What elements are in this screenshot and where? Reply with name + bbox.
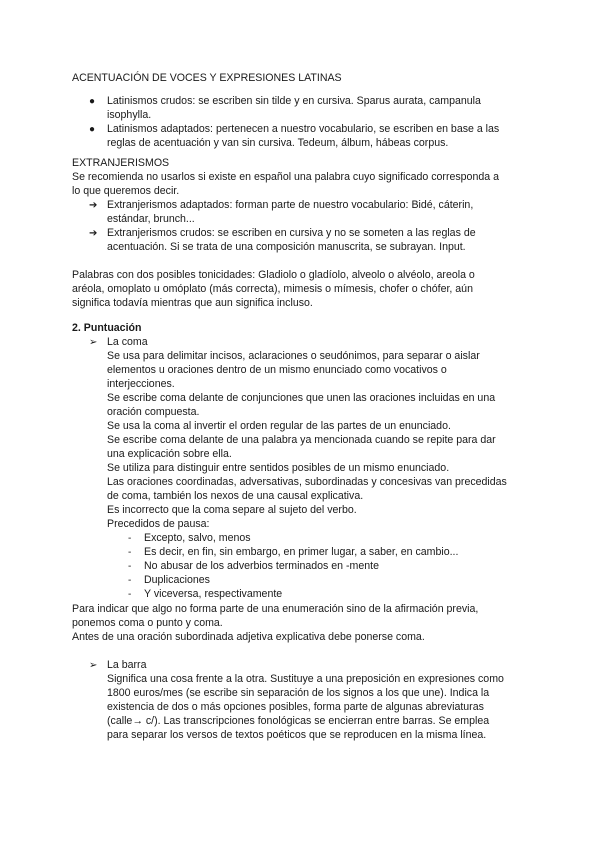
dash-icon: -	[128, 547, 132, 558]
paragraph-line: significa todavía mientras que aun significa incluso.	[72, 297, 313, 309]
paragraph-line: 1800 euros/mes (se escribe sin separación de los signos a los que une). Indica la	[107, 687, 490, 699]
paragraph-line: Para indicar que algo no forma parte de una enumeración sino de la afirmación previa,	[72, 603, 479, 615]
paragraph-line: Precedidos de pausa:	[107, 518, 210, 530]
heading-puntuacion: 2. Puntuación	[72, 322, 142, 334]
paragraph-line: Es incorrecto que la coma separe al sujeto del verbo.	[107, 504, 357, 516]
list-item: Duplicaciones	[144, 574, 210, 586]
bullet-icon: ●	[89, 124, 96, 135]
paragraph-line: Se escribe coma delante de una palabra ya mencionada cuando se repite para dar	[107, 434, 496, 446]
list-item: Latinismos crudos: se escriben sin tilde y en cursiva. Sparus aurata, campanula	[107, 95, 481, 107]
dash-icon: -	[128, 575, 132, 586]
paragraph-line: Se usa la coma al invertir el orden regular de las partes de un enunciado.	[107, 420, 451, 432]
subheading-barra: La barra	[107, 659, 147, 671]
paragraph-line: una explicación sobre ella.	[107, 448, 232, 460]
dash-icon: -	[128, 589, 132, 600]
arrowhead-icon: ➢	[89, 337, 98, 348]
list-item: estándar, brunch...	[107, 213, 195, 225]
subheading-coma: La coma	[107, 336, 148, 348]
paragraph-line: Antes de una oración subordinada adjetiva explicativa debe ponerse coma.	[72, 631, 425, 643]
list-item: reglas de acentuación y van sin cursiva. Tedeum, álbum, hábeas corpus.	[107, 137, 449, 149]
heading-extranjerismos: EXTRANJERISMOS	[72, 157, 170, 169]
paragraph-line: existencia de dos o más opciones posibles, forma parte de algunas abreviaturas	[107, 701, 484, 713]
bullet-icon: ●	[89, 96, 96, 107]
list-item: acentuación. Si se trata de una composición manuscrita, se subrayan. Input.	[107, 241, 466, 253]
paragraph-line: oración compuesta.	[107, 406, 200, 418]
paragraph-line: aréola, omoplato u omóplato (más correcta), mimesis o mímesis, chofer o chófer, aún	[72, 283, 473, 295]
paragraph-line: Se recomienda no usarlos si existe en español una palabra cuyo significado corresponda a	[72, 171, 499, 183]
paragraph-line: interjecciones.	[107, 378, 175, 390]
paragraph-line: Significa una cosa frente a la otra. Sustituye a una preposición en expresiones como	[107, 673, 504, 685]
list-item: No abusar de los adverbios terminados en -mente	[144, 560, 379, 572]
list-item: Extranjerismos adaptados: forman parte de nuestro vocabulario: Bidé, cáterin,	[107, 199, 474, 211]
dash-icon: -	[128, 533, 132, 544]
heading-latin: ACENTUACIÓN DE VOCES Y EXPRESIONES LATINAS	[72, 72, 342, 84]
list-item: Latinismos adaptados: pertenecen a nuestro vocabulario, se escriben en base a las	[107, 123, 500, 135]
paragraph-line: Se escribe coma delante de conjunciones que unen las oraciones incluidas en una	[107, 392, 496, 404]
list-item: Y viceversa, respectivamente	[144, 588, 283, 600]
paragraph-line: Se utiliza para distinguir entre sentidos posibles de un mismo enunciado.	[107, 462, 450, 474]
paragraph-line: Las oraciones coordinadas, adversativas, subordinadas y concesivas van precedidas	[107, 476, 507, 488]
paragraph-line: elementos u oraciones dentro de un mismo enunciado como vocativos o	[107, 364, 447, 376]
list-item: Excepto, salvo, menos	[144, 532, 251, 544]
paragraph-line: para separar los versos de textos poéticos que se reproducen en la misma línea.	[107, 729, 487, 741]
paragraph-line: de coma, también los nexos de una causal explicativa.	[107, 490, 364, 502]
arrow-icon: ➔	[89, 228, 98, 239]
paragraph-line: Se usa para delimitar incisos, aclaraciones o seudónimos, para separar o aislar	[107, 350, 480, 362]
list-item: Extranjerismos crudos: se escriben en cursiva y no se someten a las reglas de	[107, 227, 476, 239]
dash-icon: -	[128, 561, 132, 572]
paragraph-line: (calle→ c/). Las transcripciones fonológicas se encierran entre barras. Se emplea	[107, 715, 490, 727]
arrow-icon: ➔	[89, 200, 98, 211]
list-item: Es decir, en fin, sin embargo, en primer lugar, a saber, en cambio...	[144, 546, 459, 558]
paragraph-line: lo que queremos decir.	[72, 185, 180, 197]
list-item: isophylla.	[107, 109, 152, 121]
paragraph-line: ponemos coma o punto y coma.	[72, 617, 223, 629]
paragraph-line: Palabras con dos posibles tonicidades: Gladiolo o gladíolo, alveolo o alvéolo, areola o	[72, 269, 475, 281]
arrowhead-icon: ➢	[89, 660, 98, 671]
